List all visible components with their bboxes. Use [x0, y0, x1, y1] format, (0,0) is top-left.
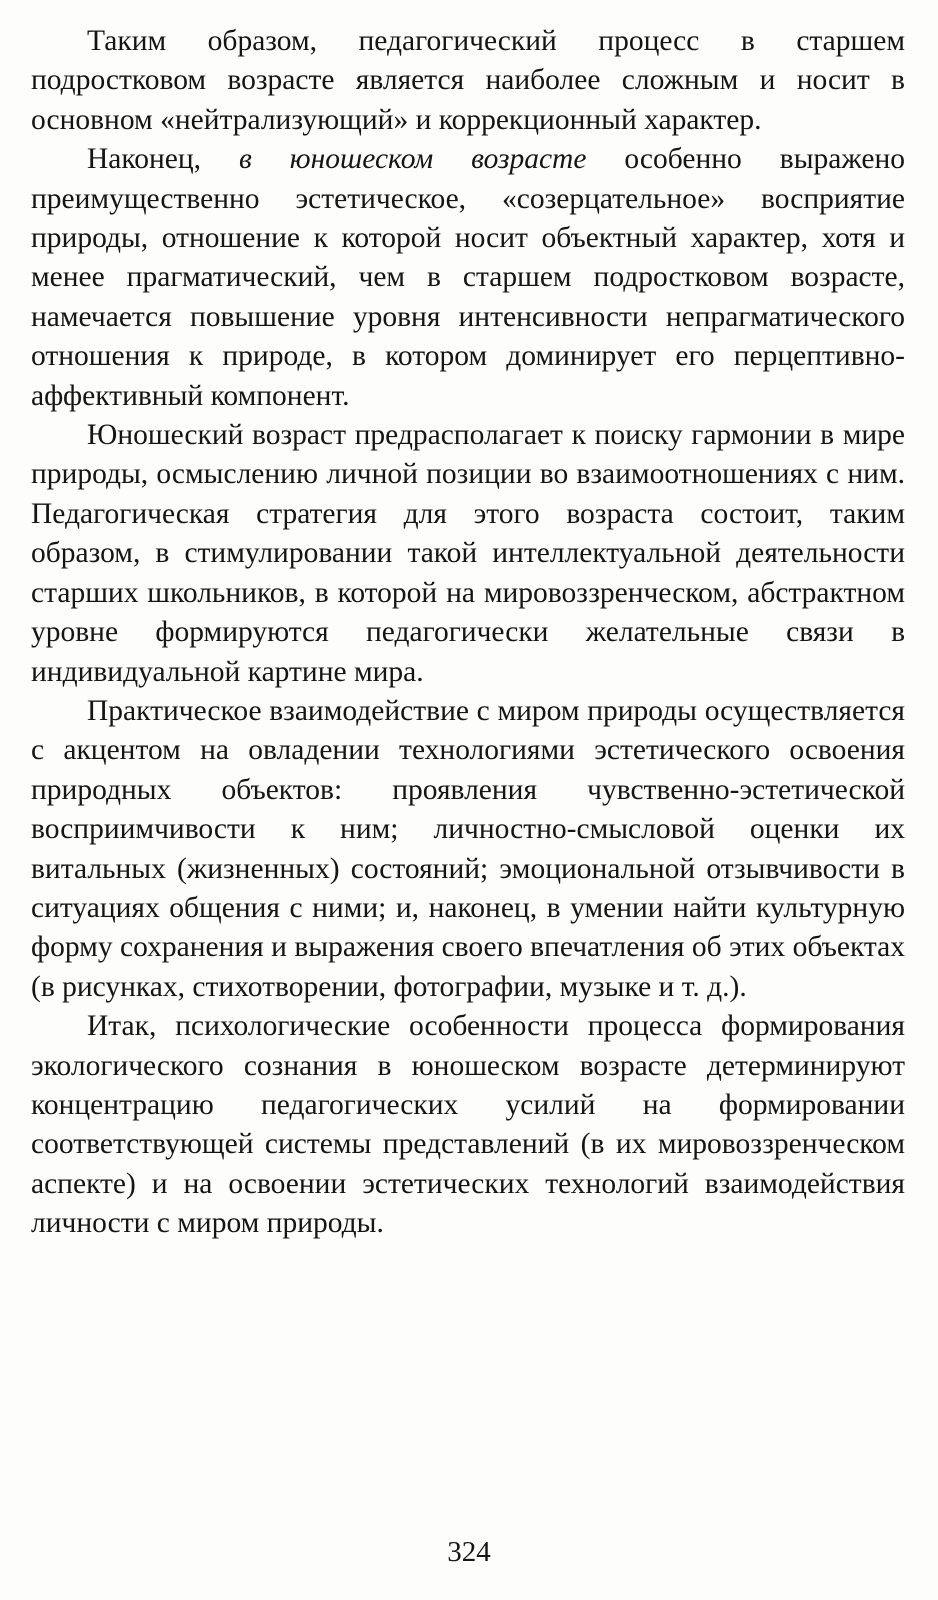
page-number: 324 [447, 1536, 491, 1568]
body-text [31, 22, 905, 1244]
paragraph-2-italic-phrase: в юношеском возрасте [239, 143, 587, 176]
paragraph-2-text-start: Наконец, [87, 143, 240, 176]
paragraph-5-text: Итак, психологические особенности процесса формирования экологического сознания в юношеском возрасте детерминируют концентрацию педагогических усилий на формировании соответствующей системы представлений (в их мировоззренческом аспекте) и на освоении эстетических технологий взаимодействия личности с миром природы. [31, 1010, 905, 1240]
paragraph-5 [31, 1007, 905, 1243]
paragraph-3 [31, 416, 905, 692]
paragraph-3-text: Юношеский возраст предрасполагает к поиску гармонии в мире природы, осмыслению личной позиции во взаимоотношениях с ним. Педагогическая стратегия для этого возраста состоит, таким образом, в стимулировании такой интеллектуальной деятельности старших школьников, в которой на мировоззренческом, абстрактном уровне формируются педагогически желательные связи в индивидуальной картине мира. [31, 419, 905, 688]
paragraph-2-text-end: особенно выражено преимущественно эстетическое, «созерцательное» восприятие природы, отношение к которой носит объектный характер, хотя и менее прагматический, чем в старшем подростковом возрасте, намечается повышение уровня интенсивности непрагматического отношения к природе, в котором доминирует его перцептивно-аффективный компонент. [31, 143, 905, 412]
paragraph-2 [31, 140, 905, 416]
paragraph-4 [31, 692, 905, 1007]
paragraph-1 [31, 22, 905, 140]
paragraph-4-text: Практическое взаимодействие с миром природы осуществляется с акцентом на овладении технологиями эстетического освоения природных объектов: проявления чувственно-эстетической восприимчивости к ним; личностно-смысловой оценки их витальных (жизненных) состояний; эмоциональной отзывчивости в ситуациях общения с ними; и, наконец, в умении найти культурную форму сохранения и выражения своего впечатления об этих объектах (в рисунках, стихотворении, фотографии, музыке и т. д.). [31, 694, 905, 1003]
paragraph-1-text: Таким образом, педагогический процесс в старшем подростковом возрасте является наиболее сложным и носит в основном «нейтрализующий» и коррекционный характер. [31, 25, 905, 136]
